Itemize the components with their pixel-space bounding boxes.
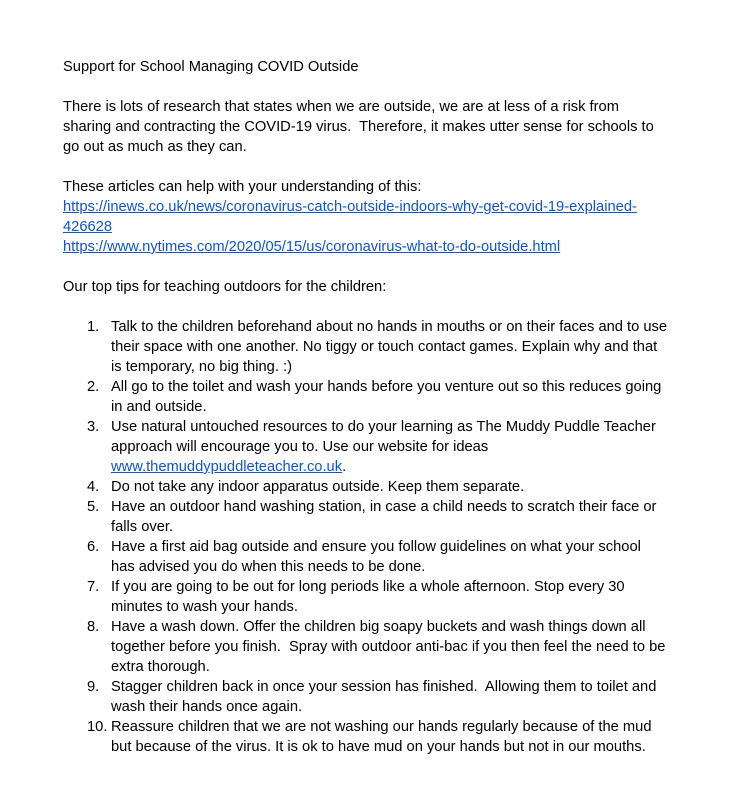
link-suffix: . xyxy=(342,459,347,475)
tip-text xyxy=(111,317,677,377)
spacer xyxy=(63,257,677,277)
tip-item-2 xyxy=(63,377,677,417)
text-line: All go to the toilet and wash your hands before you venture out so this reduces going xyxy=(111,379,662,395)
tip-item-6 xyxy=(63,537,677,577)
document-page xyxy=(63,57,677,757)
tip-item-8 xyxy=(63,617,677,677)
spacer xyxy=(63,77,677,97)
tip-text xyxy=(111,477,677,497)
spacer xyxy=(63,297,677,317)
muddy-puddle-teacher-link[interactable]: www.themuddypuddleteacher.co.uk xyxy=(111,459,343,475)
text-line: their space with one another. No tiggy or touch contact games. Explain why and that xyxy=(111,339,658,355)
tip-number: 9. xyxy=(87,679,100,695)
tip-item-1 xyxy=(63,317,677,377)
text-line: Reassure children that we are not washing our hands regularly because of the mud xyxy=(111,719,652,735)
text-line: Do not take any indoor apparatus outside. Keep them separate. xyxy=(111,479,525,495)
text-line: together before you finish. Spray with outdoor anti-bac if you then feel the need to be xyxy=(111,639,666,655)
spacer xyxy=(63,157,677,177)
tip-number: 3. xyxy=(87,419,100,435)
text-line: in and outside. xyxy=(111,399,207,415)
text-line: Use natural untouched resources to do your learning as The Muddy Puddle Teacher xyxy=(111,419,656,435)
text-line: Have a wash down. Offer the children big soapy buckets and wash things down all xyxy=(111,619,646,635)
tip-number: 2. xyxy=(87,379,100,395)
tip-text xyxy=(111,377,677,417)
text-line: There is lots of research that states when we are outside, we are at less of a risk from xyxy=(63,99,619,115)
tip-number: 10. xyxy=(87,719,108,735)
tips-heading: Our top tips for teaching outdoors for the children: xyxy=(63,279,387,295)
text-line: minutes to wash your hands. xyxy=(111,599,298,615)
tip-number: 8. xyxy=(87,619,100,635)
tip-item-7 xyxy=(63,577,677,617)
tip-number: 4. xyxy=(87,479,100,495)
text-line: go out as much as they can. xyxy=(63,139,247,155)
nytimes-article-link[interactable]: https://www.nytimes.com/2020/05/15/us/coronavirus-what-to-do-outside.html xyxy=(63,239,561,255)
articles-lead: These articles can help with your understanding of this: xyxy=(63,179,422,195)
text-line: sharing and contracting the COVID-19 virus. Therefore, it makes utter sense for schools to xyxy=(63,119,654,135)
tip-number: 7. xyxy=(87,579,100,595)
tip-item-3 xyxy=(63,417,677,477)
tip-text xyxy=(111,717,677,757)
text-line: approach will encourage you to. Use our website for ideas xyxy=(111,439,489,455)
tip-item-5 xyxy=(63,497,677,537)
tip-number: 1. xyxy=(87,319,100,335)
text-line: Have a first aid bag outside and ensure you follow guidelines on what your school xyxy=(111,539,641,555)
text-line: has advised you do when this needs to be done. xyxy=(111,559,426,575)
page-title: Support for School Managing COVID Outside xyxy=(63,59,359,75)
text-line: Talk to the children beforehand about no hands in mouths or on their faces and to use xyxy=(111,319,668,335)
tip-text xyxy=(111,497,677,537)
intro-paragraph xyxy=(63,97,677,157)
tip-item-9 xyxy=(63,677,677,717)
tip-text xyxy=(111,677,677,717)
text-line: is temporary, no big thing. :) xyxy=(111,359,292,375)
text-line: Have an outdoor hand washing station, in case a child needs to scratch their face or xyxy=(111,499,657,515)
text-line: but because of the virus. It is ok to have mud on your hands but not in our mouths. xyxy=(111,739,646,755)
tip-text xyxy=(111,577,677,617)
text-line: If you are going to be out for long periods like a whole afternoon. Stop every 30 xyxy=(111,579,625,595)
text-line: extra thorough. xyxy=(111,659,210,675)
text-line: falls over. xyxy=(111,519,174,535)
tip-text xyxy=(111,537,677,577)
tip-number: 6. xyxy=(87,539,100,555)
link-line: 426628 xyxy=(63,219,113,235)
tip-text-link-line xyxy=(111,457,677,477)
tip-number: 5. xyxy=(87,499,100,515)
inews-article-link[interactable] xyxy=(63,197,677,237)
link-line: https://inews.co.uk/news/coronavirus-catch-outside-indoors-why-get-covid-19-explained- xyxy=(63,199,637,215)
tip-item-10 xyxy=(63,717,677,757)
text-line: Stagger children back in once your session has finished. Allowing them to toilet and xyxy=(111,679,657,695)
tip-item-4 xyxy=(63,477,677,497)
tip-text xyxy=(111,617,677,677)
text-line: wash their hands once again. xyxy=(111,699,303,715)
tip-text xyxy=(111,417,677,457)
